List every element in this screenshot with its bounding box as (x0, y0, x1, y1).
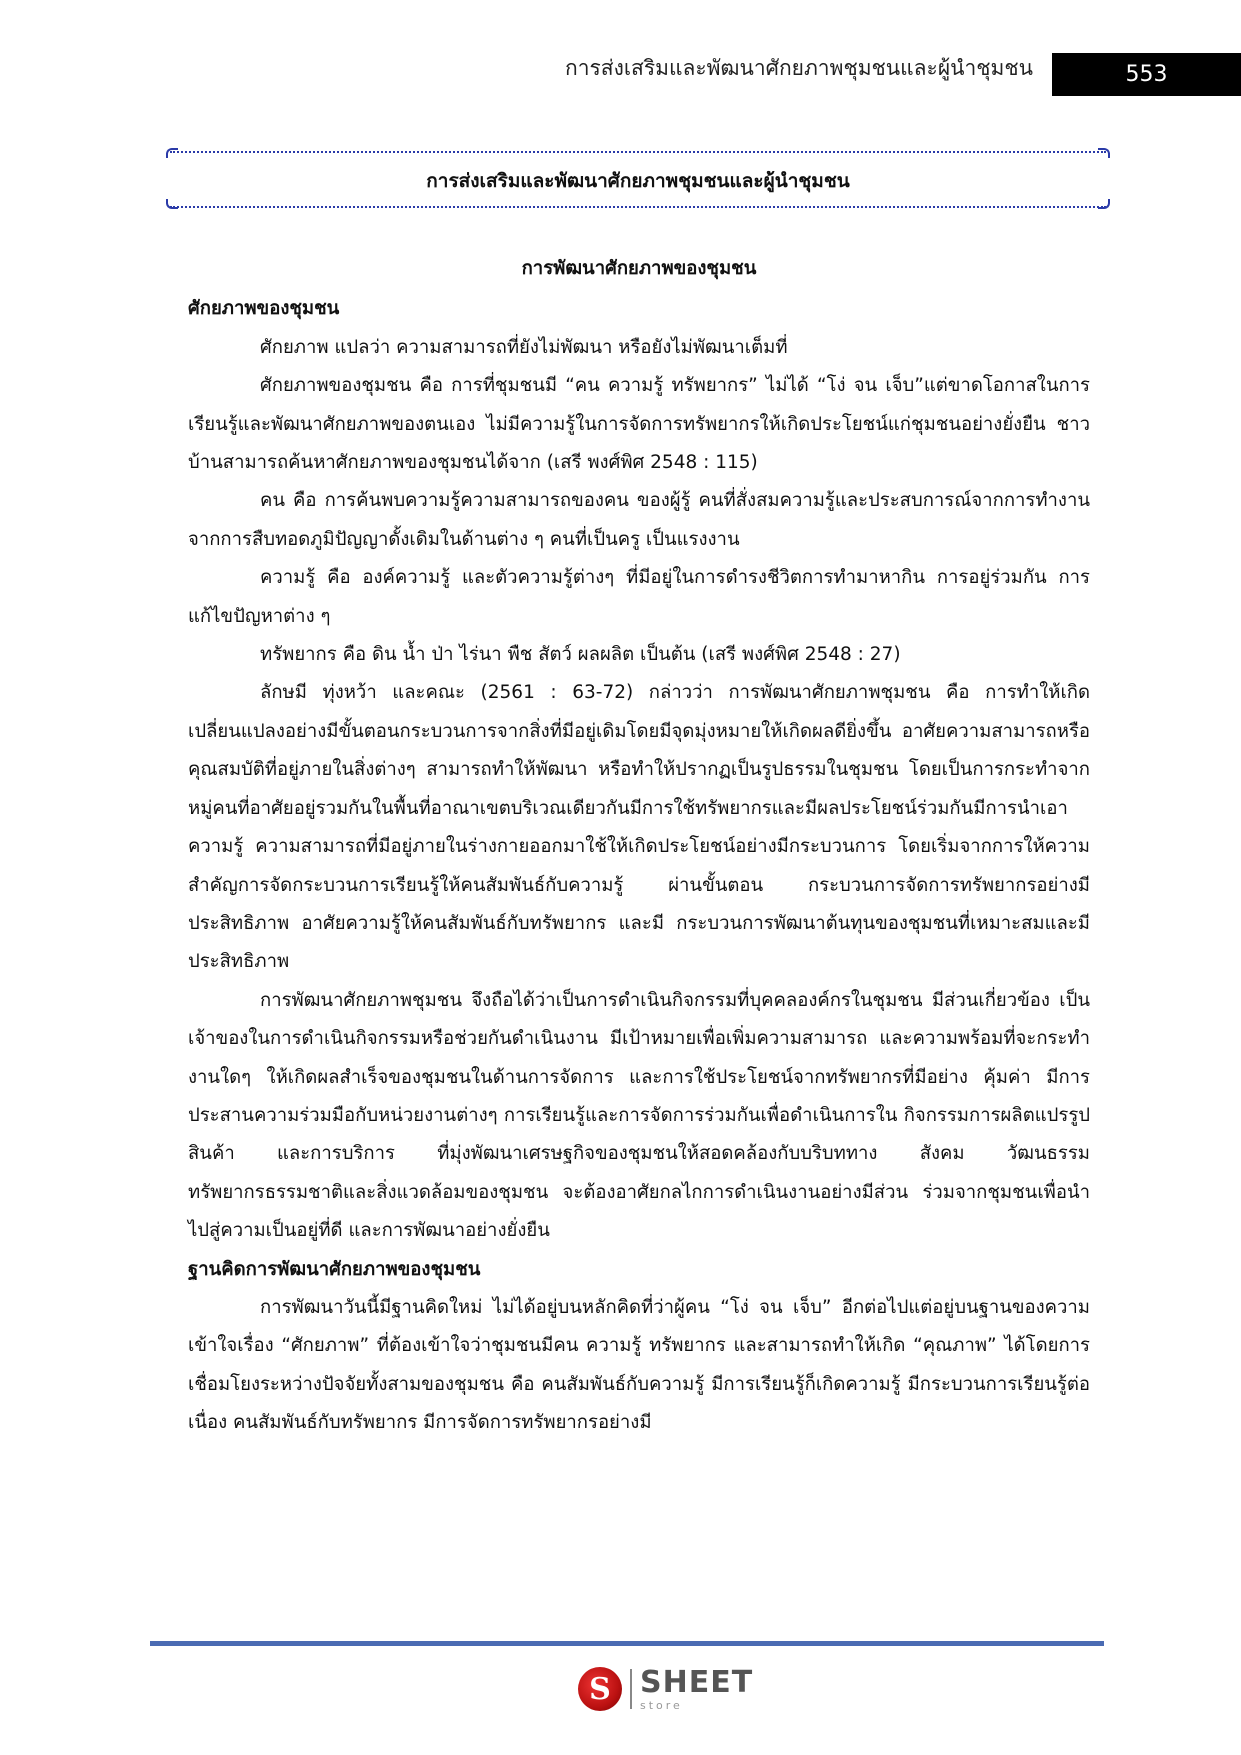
title-top-border (170, 151, 1106, 153)
paragraph: ศักยภาพของชุมชน คือ การที่ชุมชนมี “คน ความรู้ ทรัพยากร” ไม่ได้ “โง่ จน เจ็บ”แต่ขาดโอกาสในการเรียนรู้และพัฒนาศักยภาพของตนเอง ไม่มีความรู้ในการจัดการทรัพยากรให้เกิดประโยชน์แก่ชุมชนอย่างยั่งยืน ชาวบ้านสามารถค้นหาศักยภาพของชุมชนได้จาก (เสรี พงศ์พิศ 2548 : 115) (188, 375, 1090, 474)
title-bottom-border (170, 206, 1106, 208)
logo-divider (630, 1669, 632, 1709)
page-number-box (1052, 53, 1241, 96)
paragraph: คน คือ การค้นพบความรู้ความสามารถของคน ของผู้รู้ คนที่สั่งสมความรู้และประสบการณ์จากการทำงาน จากการสืบทอดภูมิปัญญาดั้งเดิมในด้านต่าง ๆ คนที่เป็นครู เป็นแรงงาน (188, 490, 1090, 550)
logo-text (640, 1664, 754, 1712)
chapter-box-title: การส่งเสริมและพัฒนาศักยภาพชุมชนและผู้นำชุมชน (426, 170, 850, 192)
paragraph: ศักยภาพ แปลว่า ความสามารถที่ยังไม่พัฒนา หรือยังไม่พัฒนาเต็มที่ (260, 336, 788, 358)
paragraph: ทรัพยากร คือ ดิน น้ำ ป่า ไร่นา พืช สัตว์ ผลผลิต เป็นต้น (เสรี พงศ์พิศ 2548 : 27) (260, 644, 901, 666)
paragraph: การพัฒนาศักยภาพชุมชน จึงถือได้ว่าเป็นการดำเนินกิจกรรมที่บุคคลองค์กรในชุมชน มีส่วนเกี่ยวข้อง เป็นเจ้าของในการดำเนินกิจกรรมหรือช่วยกันดำเนินงาน มีเป้าหมายเพื่อเพิ่มความสามารถ และความพร้อมที่จะกระทำงานใดๆ ให้เกิดผลสำเร็จของชุมชนในด้านการจัดการ และการใช้ประโยชน์จากทรัพยากรที่มีอย่าง คุ้มค่า มีการประสานความร่วมมือกับหน่วยงานต่างๆ การเรียนรู้และการจัดการร่วมกันเพื่อดำเนินการใน กิจกรรมการผลิตแปรรูปสินค้า และการบริการ ที่มุ่งพัฒนาเศรษฐกิจของชุมชนให้สอดคล้องกับบริบททาง สังคม วัฒนธรรม ทรัพยากรธรรมชาติและสิ่งแวดล้อมของชุมชน จะต้องอาศัยกลไกการดำเนินงานอย่างมีส่วน ร่วมจากชุมชนเพื่อนำไปสู่ความเป็นอยู่ที่ดี และการพัฒนาอย่างยั่งยืน (188, 989, 1090, 1242)
subheading-development-concept: ฐานคิดการพัฒนาศักยภาพของชุมชน (188, 1258, 481, 1280)
body-content (188, 250, 1090, 1443)
footer-rule (150, 1641, 1104, 1646)
sheet-store-logo (578, 1664, 753, 1714)
subheading-community-potential: ศักยภาพของชุมชน (188, 298, 340, 320)
logo-subword: store (640, 1698, 683, 1712)
logo-word: SHEET (640, 1664, 754, 1700)
paragraph: การพัฒนาวันนี้มีฐานคิดใหม่ ไม่ได้อยู่บนหลักคิดที่ว่าผู้คน “โง่ จน เจ็บ” อีกต่อไปแต่อยู่บนฐานของความเข้าใจเรื่อง “ศักยภาพ” ที่ต้องเข้าใจว่าชุมชนมีคน ความรู้ ทรัพยากร และสามารถทำให้เกิด “คุณภาพ” ได้โดยการเชื่อมโยงระหว่างปัจจัยทั้งสามของชุมชน คือ คนสัมพันธ์กับความรู้ มีการเรียนรู้ก็เกิดความรู้ มีกระบวนการเรียนรู้ต่อเนื่อง คนสัมพันธ์กับทรัพยากร มีการจัดการทรัพยากรอย่างมี (188, 1296, 1090, 1434)
page-number: 553 (1125, 62, 1168, 87)
paragraph: ลักษมี ทุ่งหว้า และคณะ (2561 : 63-72) กล่าวว่า การพัฒนาศักยภาพชุมชน คือ การทำให้เกิดเปลี่ยนแปลงอย่างมีขั้นตอนกระบวนการจากสิ่งที่มีอยู่เดิมโดยมีจุดมุ่งหมายให้เกิดผลดียิ่งขึ้น อาศัยความสามารถหรือคุณสมบัติที่อยู่ภายในสิ่งต่างๆ สามารถทำให้พัฒนา หรือทำให้ปรากฏเป็นรูปธรรมในชุมชน โดยเป็นการกระทำจากหมู่คนที่อาศัยอยู่รวมกันในพื้นที่อาณาเขตบริเวณเดียวกันมีการใช้ทรัพยากรและมีผลประโยชน์ร่วมกันมีการนำเอาความรู้ ความสามารถที่มีอยู่ภายในร่างกายออกมาใช้ให้เกิดประโยชน์อย่างมีกระบวนการ โดยเริ่มจากการให้ความสำคัญการจัดกระบวนการเรียนรู้ให้คนสัมพันธ์กับความรู้ ผ่านขั้นตอน กระบวนการจัดการทรัพยากรอย่างมีประสิทธิภาพ อาศัยความรู้ให้คนสัมพันธ์กับทรัพยากร และมี กระบวนการพัฒนาต้นทุนของชุมชนที่เหมาะสมและมีประสิทธิภาพ (188, 682, 1090, 973)
running-header-title: การส่งเสริมและพัฒนาศักยภาพชุมชนและผู้นำชุมชน (565, 56, 1033, 80)
paragraph: ความรู้ คือ องค์ความรู้ และตัวความรู้ต่างๆ ที่มีอยู่ในการดำรงชีวิตการทำมาหากิน การอยู่ร่วมกัน การแก้ไขปัญหาต่าง ๆ (188, 567, 1090, 627)
logo-s-icon: S (578, 1667, 622, 1711)
section-title: การพัฒนาศักยภาพของชุมชน (521, 258, 757, 279)
